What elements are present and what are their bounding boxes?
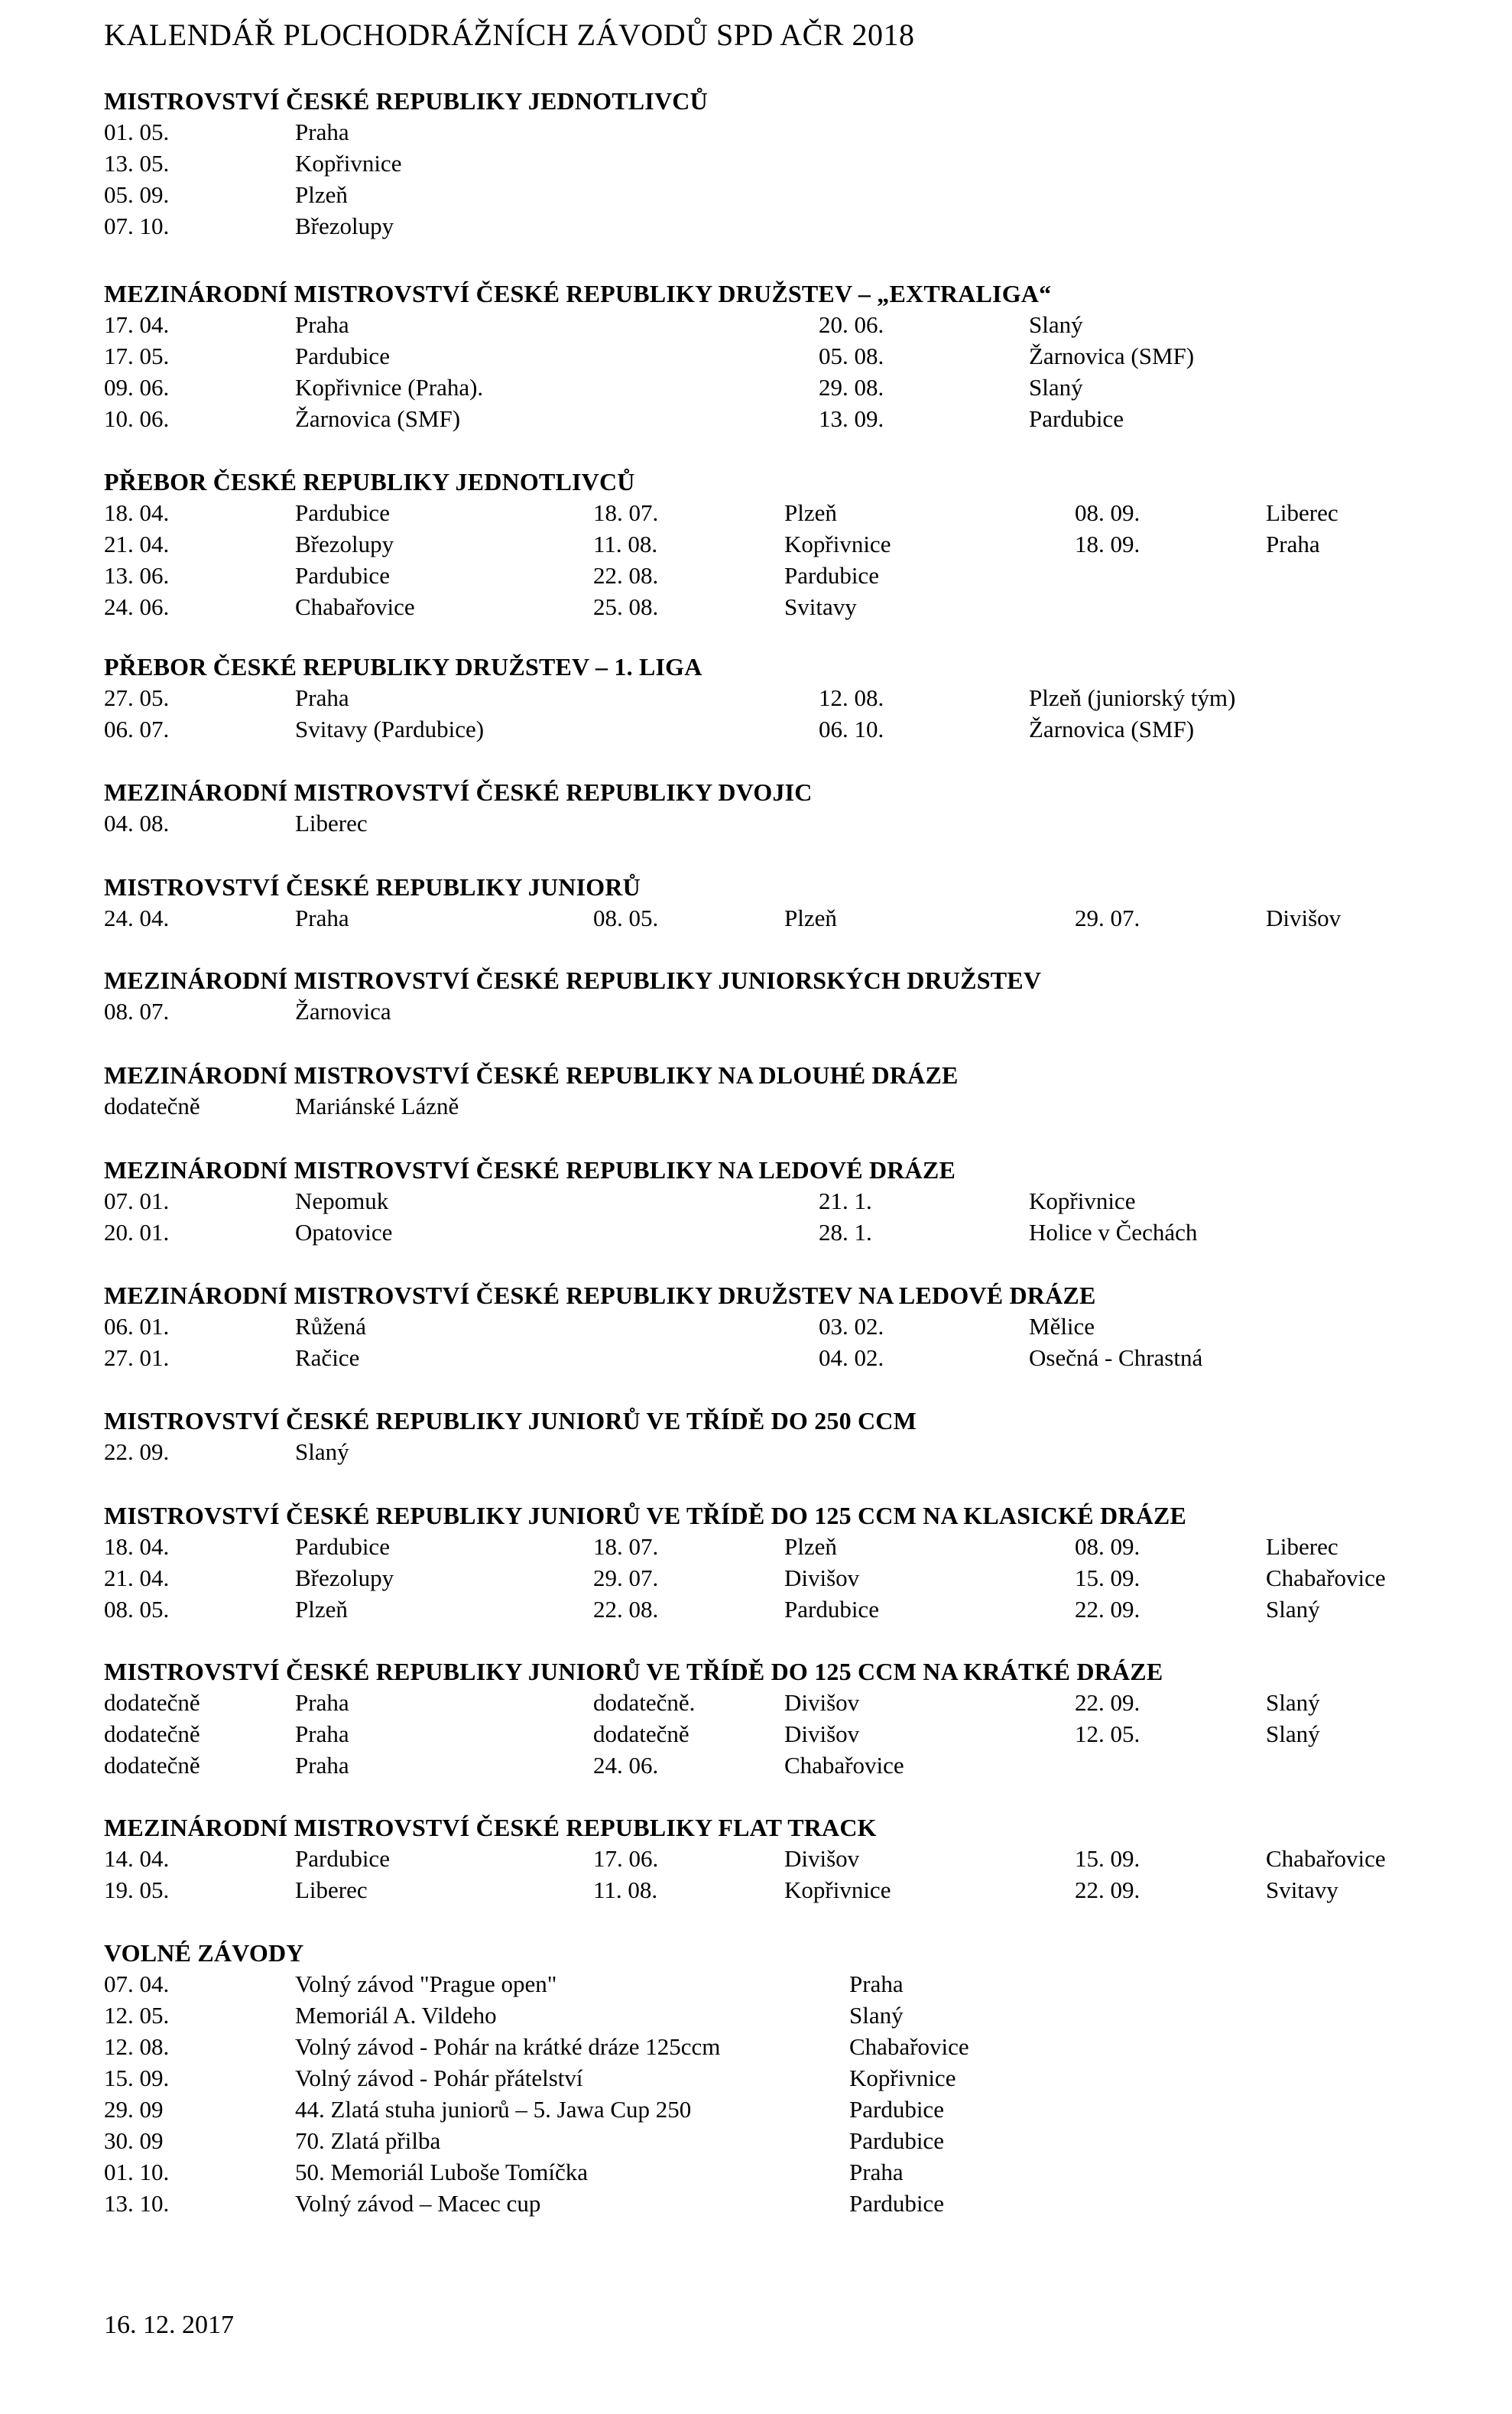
event-row — [104, 528, 1449, 560]
event-date: 15. 09. — [1075, 1564, 1140, 1591]
event-date: 08. 05. — [593, 905, 659, 931]
footer-date: 16. 12. 2017 — [104, 2311, 234, 2339]
section-0 — [104, 86, 1449, 242]
event-date: 24. 06. — [593, 1752, 659, 1779]
event-row — [104, 2031, 1449, 2062]
event-row — [104, 1594, 1449, 1625]
event-date: 24. 06. — [104, 593, 170, 620]
event-venue: Nepomuk — [295, 1188, 389, 1214]
section-1 — [104, 278, 1449, 434]
event-venue: Praha — [295, 1720, 349, 1747]
event-venue: Plzeň — [784, 1533, 837, 1560]
event-date: dodatečně — [104, 1752, 200, 1779]
event-row — [104, 148, 1449, 179]
event-row — [104, 2000, 1449, 2031]
event-date: 22. 09. — [1075, 1596, 1140, 1623]
event-venue: Pardubice — [295, 1533, 390, 1560]
event-date: 27. 01. — [104, 1344, 170, 1371]
event-row — [104, 560, 1449, 591]
event-date: 20. 01. — [104, 1219, 170, 1246]
event-venue: Kopřivnice — [295, 150, 402, 177]
event-venue: Pardubice — [1029, 405, 1124, 432]
event-date: 12. 05. — [1075, 1720, 1140, 1747]
event-venue: Praha — [849, 2159, 904, 2185]
event-venue: Divišov — [784, 1720, 860, 1747]
event-venue: Slaný — [295, 1438, 349, 1465]
event-venue: Opatovice — [295, 1219, 393, 1246]
event-date: dodatečně — [104, 1689, 200, 1716]
event-date: 22. 08. — [593, 1596, 659, 1623]
event-name: 70. Zlatá přilba — [295, 2127, 441, 2154]
section-title: MEZINÁRODNÍ MISTROVSTVÍ ČESKÉ REPUBLIKY NA LEDOVÉ DRÁZE — [104, 1156, 956, 1184]
event-date: 20. 06. — [819, 311, 884, 338]
event-date: 13. 10. — [104, 2190, 170, 2217]
event-row — [104, 1874, 1449, 1906]
event-venue: Pardubice — [295, 343, 390, 369]
section-13 — [104, 1812, 1449, 1906]
event-row — [104, 210, 1449, 242]
event-date: 29. 09 — [104, 2096, 164, 2123]
event-row — [104, 682, 1449, 713]
event-venue: Praha — [295, 1689, 349, 1716]
event-date: 29. 07. — [593, 1564, 659, 1591]
event-venue: Divišov — [784, 1845, 860, 1872]
event-venue: Divišov — [1266, 905, 1342, 931]
event-venue: Praha — [1266, 531, 1320, 557]
event-row — [104, 2188, 1449, 2219]
event-date: 18. 04. — [104, 1533, 170, 1560]
section-title: MISTROVSTVÍ ČESKÉ REPUBLIKY JUNIORŮ — [104, 873, 641, 901]
event-date: 12. 08. — [104, 2033, 170, 2060]
section-title: MISTROVSTVÍ ČESKÉ REPUBLIKY JUNIORŮ VE TŘÍDĚ DO 125 CCM NA KRÁTKÉ DRÁZE — [104, 1658, 1163, 1685]
event-row — [104, 1843, 1449, 1874]
event-date: 27. 05. — [104, 684, 170, 711]
event-venue: Plzeň — [295, 1596, 348, 1623]
event-row — [104, 2094, 1449, 2125]
section-2 — [104, 466, 1449, 622]
event-date: 04. 08. — [104, 810, 170, 837]
event-venue: Svitavy — [784, 593, 857, 620]
event-venue: Kopřivnice — [784, 1876, 891, 1903]
event-date: 21. 04. — [104, 531, 170, 557]
event-date: 30. 09 — [104, 2127, 164, 2154]
event-venue: Praha — [849, 1971, 904, 1997]
section-6 — [104, 965, 1449, 1027]
event-name: Volný závod "Prague open" — [295, 1971, 557, 1997]
event-venue: Slaný — [1029, 311, 1083, 338]
event-row — [104, 902, 1449, 934]
event-row — [104, 591, 1449, 622]
event-date: 07. 04. — [104, 1971, 170, 1997]
event-venue: Svitavy (Pardubice) — [295, 716, 485, 742]
event-venue: Chabařovice — [295, 593, 415, 620]
event-venue: Praha — [295, 311, 349, 338]
event-date: 05. 09. — [104, 181, 170, 208]
event-row — [104, 1718, 1449, 1750]
section-title: MEZINÁRODNÍ MISTROVSTVÍ ČESKÉ REPUBLIKY DRUŽSTEV – „EXTRALIGA“ — [104, 280, 1052, 307]
event-date: 06. 10. — [819, 716, 884, 742]
event-row — [104, 2062, 1449, 2094]
event-row — [104, 2156, 1449, 2188]
event-venue: Slaný — [1266, 1596, 1320, 1623]
section-10 — [104, 1405, 1449, 1467]
section-title: MEZINÁRODNÍ MISTROVSTVÍ ČESKÉ REPUBLIKY NA DLOUHÉ DRÁZE — [104, 1061, 959, 1089]
event-date: 01. 05. — [104, 119, 170, 145]
event-venue: Kopřivnice — [1029, 1188, 1136, 1214]
event-venue: Pardubice — [295, 499, 390, 526]
event-venue: Slaný — [1266, 1689, 1320, 1716]
event-venue: Plzeň — [295, 181, 348, 208]
section-9 — [104, 1280, 1449, 1373]
section-14 — [104, 1938, 1449, 2219]
event-venue: Pardubice — [295, 562, 390, 589]
event-row — [104, 1217, 1449, 1248]
event-row — [104, 179, 1449, 210]
event-date: 13. 06. — [104, 562, 170, 589]
event-venue: Kopřivnice — [784, 531, 891, 557]
event-date: 11. 08. — [593, 1876, 658, 1903]
event-venue: Svitavy — [1266, 1876, 1338, 1903]
event-date: dodatečně. — [593, 1689, 696, 1716]
event-venue: Plzeň — [784, 499, 837, 526]
event-venue: Plzeň (juniorský tým) — [1029, 684, 1236, 711]
event-row — [104, 1968, 1449, 2000]
event-date: 13. 09. — [819, 405, 884, 432]
event-venue: Pardubice — [784, 1596, 879, 1623]
event-venue: Žarnovica — [295, 998, 391, 1025]
event-row — [104, 372, 1449, 403]
event-name: Volný závod - Pohár přátelství — [295, 2065, 583, 2091]
event-name: Volný závod - Pohár na krátké dráze 125ccm — [295, 2033, 721, 2060]
event-row — [104, 713, 1449, 745]
event-row — [104, 1750, 1449, 1781]
event-venue: Plzeň — [784, 905, 837, 931]
event-date: 08. 07. — [104, 998, 170, 1025]
event-venue: Žarnovica (SMF) — [1029, 716, 1195, 742]
section-title: PŘEBOR ČESKÉ REPUBLIKY JEDNOTLIVCŮ — [104, 468, 635, 495]
section-title: VOLNÉ ZÁVODY — [104, 1939, 304, 1967]
event-venue: Divišov — [784, 1689, 860, 1716]
event-venue: Praha — [295, 1752, 349, 1779]
event-venue: Slaný — [1266, 1720, 1320, 1747]
event-date: 25. 08. — [593, 593, 659, 620]
event-venue: Pardubice — [849, 2127, 944, 2154]
event-date: 21. 1. — [819, 1188, 872, 1214]
event-name: Memoriál A. Vildeho — [295, 2002, 497, 2029]
event-venue: Kopřivnice (Praha). — [295, 374, 484, 401]
event-venue: Pardubice — [784, 562, 879, 589]
event-date: 14. 04. — [104, 1845, 170, 1872]
section-3 — [104, 651, 1449, 745]
event-name: 44. Zlatá stuha juniorů – 5. Jawa Cup 250 — [295, 2096, 692, 2123]
event-date: 18. 07. — [593, 499, 659, 526]
event-row — [104, 1687, 1449, 1718]
event-date: 06. 01. — [104, 1313, 170, 1340]
event-name: 50. Memoriál Luboše Tomíčka — [295, 2159, 588, 2185]
event-venue: Divišov — [784, 1564, 860, 1591]
section-title: MEZINÁRODNÍ MISTROVSTVÍ ČESKÉ REPUBLIKY DVOJIC — [104, 778, 813, 806]
event-date: 11. 08. — [593, 531, 658, 557]
event-date: 10. 06. — [104, 405, 170, 432]
section-title: MISTROVSTVÍ ČESKÉ REPUBLIKY JEDNOTLIVCŮ — [104, 87, 708, 115]
event-venue: Chabařovice — [849, 2033, 969, 2060]
event-date: dodatečně — [104, 1720, 200, 1747]
event-date: 22. 09. — [1075, 1876, 1140, 1903]
event-row — [104, 309, 1449, 340]
event-date: 13. 05. — [104, 150, 170, 177]
event-date: 17. 05. — [104, 343, 170, 369]
event-row — [104, 1311, 1449, 1342]
event-date: 17. 04. — [104, 311, 170, 338]
event-row — [104, 1436, 1449, 1467]
event-venue: Chabařovice — [1266, 1564, 1386, 1591]
event-date: dodatečně — [593, 1720, 689, 1747]
event-date: 22. 08. — [593, 562, 659, 589]
event-date: 24. 04. — [104, 905, 170, 931]
event-venue: Pardubice — [295, 1845, 390, 1872]
event-venue: Osečná - Chrastná — [1029, 1344, 1203, 1371]
event-row — [104, 1342, 1449, 1373]
event-venue: Žarnovica (SMF) — [295, 405, 461, 432]
event-date: 07. 10. — [104, 213, 170, 239]
event-venue: Mariánské Lázně — [295, 1093, 459, 1119]
event-venue: Kopřivnice — [849, 2065, 956, 2091]
event-date: 17. 06. — [593, 1845, 659, 1872]
event-date: 15. 09. — [104, 2065, 170, 2091]
document-title: KALENDÁŘ PLOCHODRÁŽNÍCH ZÁVODŮ SPD AČR 2018 — [104, 18, 915, 52]
section-title: MEZINÁRODNÍ MISTROVSTVÍ ČESKÉ REPUBLIKY JUNIORSKÝCH DRUŽSTEV — [104, 967, 1042, 994]
event-venue: Račice — [295, 1344, 360, 1371]
event-date: 08. 09. — [1075, 499, 1140, 526]
event-venue: Slaný — [849, 2002, 904, 2029]
event-row — [104, 1531, 1449, 1562]
event-date: 29. 07. — [1075, 905, 1140, 931]
event-venue: Žarnovica (SMF) — [1029, 343, 1195, 369]
section-title: MISTROVSTVÍ ČESKÉ REPUBLIKY JUNIORŮ VE TŘÍDĚ DO 250 CCM — [104, 1407, 917, 1434]
event-date: 21. 04. — [104, 1564, 170, 1591]
event-name: Volný závod – Macec cup — [295, 2190, 541, 2217]
event-row — [104, 497, 1449, 528]
section-4 — [104, 777, 1449, 839]
event-date: 05. 08. — [819, 343, 884, 369]
event-date: 12. 05. — [104, 2002, 170, 2029]
event-venue: Liberec — [295, 1876, 368, 1903]
section-title: MEZINÁRODNÍ MISTROVSTVÍ ČESKÉ REPUBLIKY DRUŽSTEV NA LEDOVÉ DRÁZE — [104, 1282, 1096, 1309]
event-date: 28. 1. — [819, 1219, 872, 1246]
event-venue: Březolupy — [295, 531, 394, 557]
event-date: 08. 09. — [1075, 1533, 1140, 1560]
event-venue: Březolupy — [295, 213, 394, 239]
section-title: MISTROVSTVÍ ČESKÉ REPUBLIKY JUNIORŮ VE TŘÍDĚ DO 125 CCM NA KLASICKÉ DRÁZE — [104, 1502, 1187, 1529]
event-venue: Liberec — [1266, 1533, 1338, 1560]
event-venue: Praha — [295, 119, 349, 145]
event-venue: Chabařovice — [784, 1752, 904, 1779]
event-venue: Slaný — [1029, 374, 1083, 401]
event-date: dodatečně — [104, 1093, 200, 1119]
event-venue: Pardubice — [849, 2096, 944, 2123]
event-date: 19. 05. — [104, 1876, 170, 1903]
event-row — [104, 1185, 1449, 1217]
event-row — [104, 996, 1449, 1027]
event-venue: Liberec — [295, 810, 368, 837]
event-venue: Březolupy — [295, 1564, 394, 1591]
event-date: 12. 08. — [819, 684, 884, 711]
section-11 — [104, 1500, 1449, 1625]
event-venue: Praha — [295, 684, 349, 711]
event-venue: Chabařovice — [1266, 1845, 1386, 1872]
event-row — [104, 2125, 1449, 2156]
event-row — [104, 1090, 1449, 1122]
section-5 — [104, 872, 1449, 934]
event-venue: Holice v Čechách — [1029, 1219, 1198, 1246]
event-date: 01. 10. — [104, 2159, 170, 2185]
event-venue: Mělice — [1029, 1313, 1095, 1340]
section-title: MEZINÁRODNÍ MISTROVSTVÍ ČESKÉ REPUBLIKY FLAT TRACK — [104, 1814, 877, 1841]
event-row — [104, 340, 1449, 372]
event-row — [104, 116, 1449, 148]
event-row — [104, 807, 1449, 839]
event-date: 04. 02. — [819, 1344, 884, 1371]
section-12 — [104, 1656, 1449, 1781]
event-venue: Praha — [295, 905, 349, 931]
event-date: 09. 06. — [104, 374, 170, 401]
event-date: 06. 07. — [104, 716, 170, 742]
event-date: 07. 01. — [104, 1188, 170, 1214]
event-date: 22. 09. — [1075, 1689, 1140, 1716]
event-date: 18. 07. — [593, 1533, 659, 1560]
event-date: 03. 02. — [819, 1313, 884, 1340]
section-7 — [104, 1060, 1449, 1122]
section-title: PŘEBOR ČESKÉ REPUBLIKY DRUŽSTEV – 1. LIGA — [104, 653, 702, 681]
event-date: 15. 09. — [1075, 1845, 1140, 1872]
event-date: 29. 08. — [819, 374, 884, 401]
event-venue: Růžená — [295, 1313, 366, 1340]
event-date: 08. 05. — [104, 1596, 170, 1623]
event-date: 22. 09. — [104, 1438, 170, 1465]
event-row — [104, 403, 1449, 434]
event-venue: Liberec — [1266, 499, 1338, 526]
event-date: 18. 09. — [1075, 531, 1140, 557]
event-row — [104, 1562, 1449, 1594]
event-date: 18. 04. — [104, 499, 170, 526]
section-8 — [104, 1155, 1449, 1248]
event-venue: Pardubice — [849, 2190, 944, 2217]
